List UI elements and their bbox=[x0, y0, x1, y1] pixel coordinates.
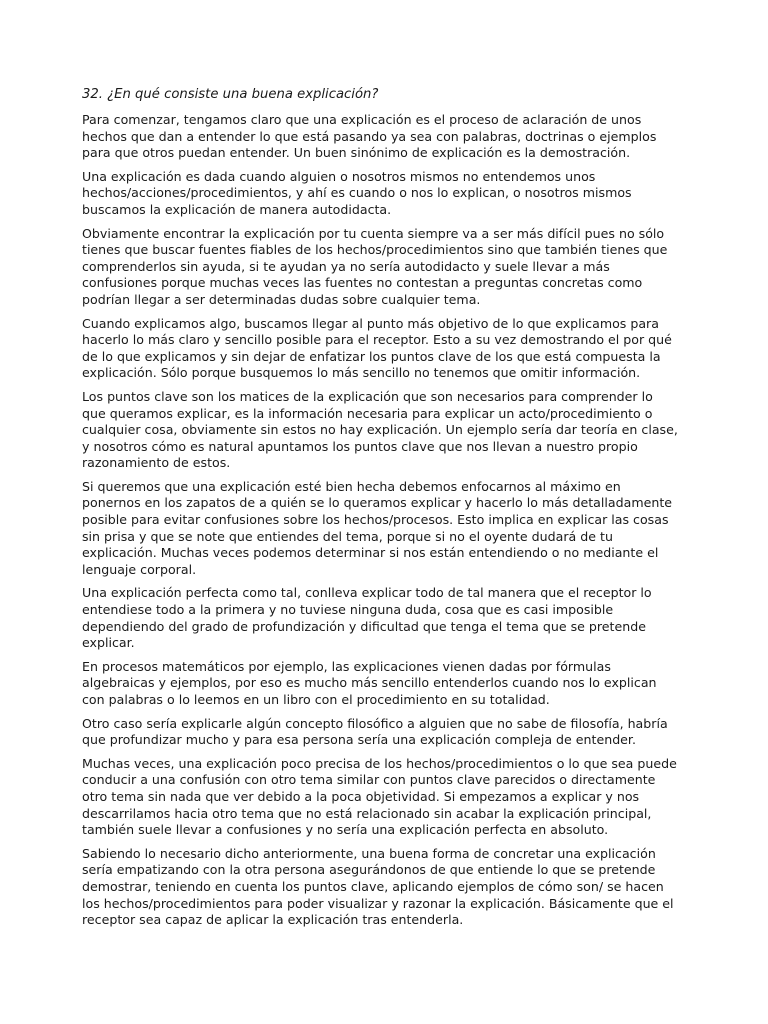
paragraph-4: Cuando explicamos algo, buscamos llegar al punto más objetivo de lo que explicamos para hacerlo lo más claro y sencillo posible para el receptor. Esto a su vez demostrando el por qué de lo que explicamos y sin dejar de enfatizar los puntos clave de los que está compuesta la explicación. Sólo porque busquemos lo más sencillo no tenemos que omitir información. bbox=[82, 315, 672, 381]
paragraph-5: Los puntos clave son los matices de la explicación que son necesarios para comprender lo que queramos explicar, es la información necesaria para explicar un acto/procedimiento o cualquier cosa, obviamente sin estos no hay explicación. Un ejemplo sería dar teoría en clase, y nosotros cómo es natural apuntamos los puntos clave que nos llevan a nuestro propio razonamiento de estos. bbox=[82, 388, 678, 471]
paragraph-8: En procesos matemáticos por ejemplo, las explicaciones vienen dadas por fórmulas algebraicas y ejemplos, por eso es mucho más sencillo entenderlos cuando nos lo explican con palabras o lo leemos en un libro con el procedimiento en su totalidad. bbox=[82, 658, 657, 707]
paragraph-10: Muchas veces, una explicación poco precisa de los hechos/procedimientos o lo que sea puede conducir a una confusión con otro tema similar con puntos clave parecidos o directamente otro tema sin nada que ver debido a la poca objetividad. Si empezamos a explicar y nos descarrilamos hacia otro tema que no está relacionado sin acabar la explicación principal, también suele llevar a confusiones y no sería una explicación perfecta en absoluto. bbox=[82, 755, 677, 838]
paragraph-7: Una explicación perfecta como tal, conlleva explicar todo de tal manera que el receptor lo entendiese todo a la primera y no tuviese ninguna duda, cosa que es casi imposible dependiendo del grado de profundización y dificultad que tenga el tema que se pretende explicar. bbox=[82, 585, 652, 651]
paragraph-1: Para comenzar, tengamos claro que una explicación es el proceso de aclaración de unos hechos que dan a entender lo que está pasando ya sea con palabras, doctrinas o ejemplos para que otros puedan entender. Un buen sinónimo de explicación es la demostración. bbox=[82, 112, 657, 161]
paragraph-6: Si queremos que una explicación esté bien hecha debemos enfocarnos al máximo en ponernos en los zapatos de a quién se lo queramos explicar y hacerlo lo más detalladamente posible para evitar confusiones sobre los hechos/procesos. Esto implica en explicar las cosas sin prisa y que se note que entiendes del tema, porque si no el oyente dudará de tu explicación. Muchas veces podemos determinar si nos están entendiendo o no mediante el lenguaje corporal. bbox=[82, 478, 673, 577]
paragraph-3: Obviamente encontrar la explicación por tu cuenta siempre va a ser más difícil pues no sólo tienes que buscar fuentes fiables de los hechos/procedimientos sino que también tienes que comprenderlos sin ayuda, si te ayudan ya no sería autodidacto y suele llevar a más confusiones porque muchas veces las fuentes no contestan a preguntas concretas como podrían llegar a ser determinadas dudas sobre cualquier tema. bbox=[82, 225, 668, 307]
document-page bbox=[82, 86, 678, 936]
paragraph-9: Otro caso sería explicarle algún concepto filosófico a alguien que no sabe de filosofía, habría que profundizar mucho y para esa persona sería una explicación compleja de entender. bbox=[82, 715, 668, 748]
document-title: 32. ¿En qué consiste una buena explicación? bbox=[82, 87, 379, 102]
paragraph-11: Sabiendo lo necesario dicho anteriormente, una buena forma de concretar una explicación sería empatizando con la otra persona asegurándonos de que entiende lo que se pretende demostrar, teniendo en cuenta los puntos clave, aplicando ejemplos de cómo son/ se hacen los hechos/procedimientos para poder visualizar y razonar la explicación. Básicamente que el receptor sea capaz de aplicar la explicación tras entenderla. bbox=[82, 845, 674, 928]
paragraph-2: Una explicación es dada cuando alguien o nosotros mismos no entendemos unos hechos/acciones/procedimientos, y ahí es cuando o nos lo explican, o nosotros mismos buscamos la explicación de manera autodidacta. bbox=[82, 168, 632, 217]
